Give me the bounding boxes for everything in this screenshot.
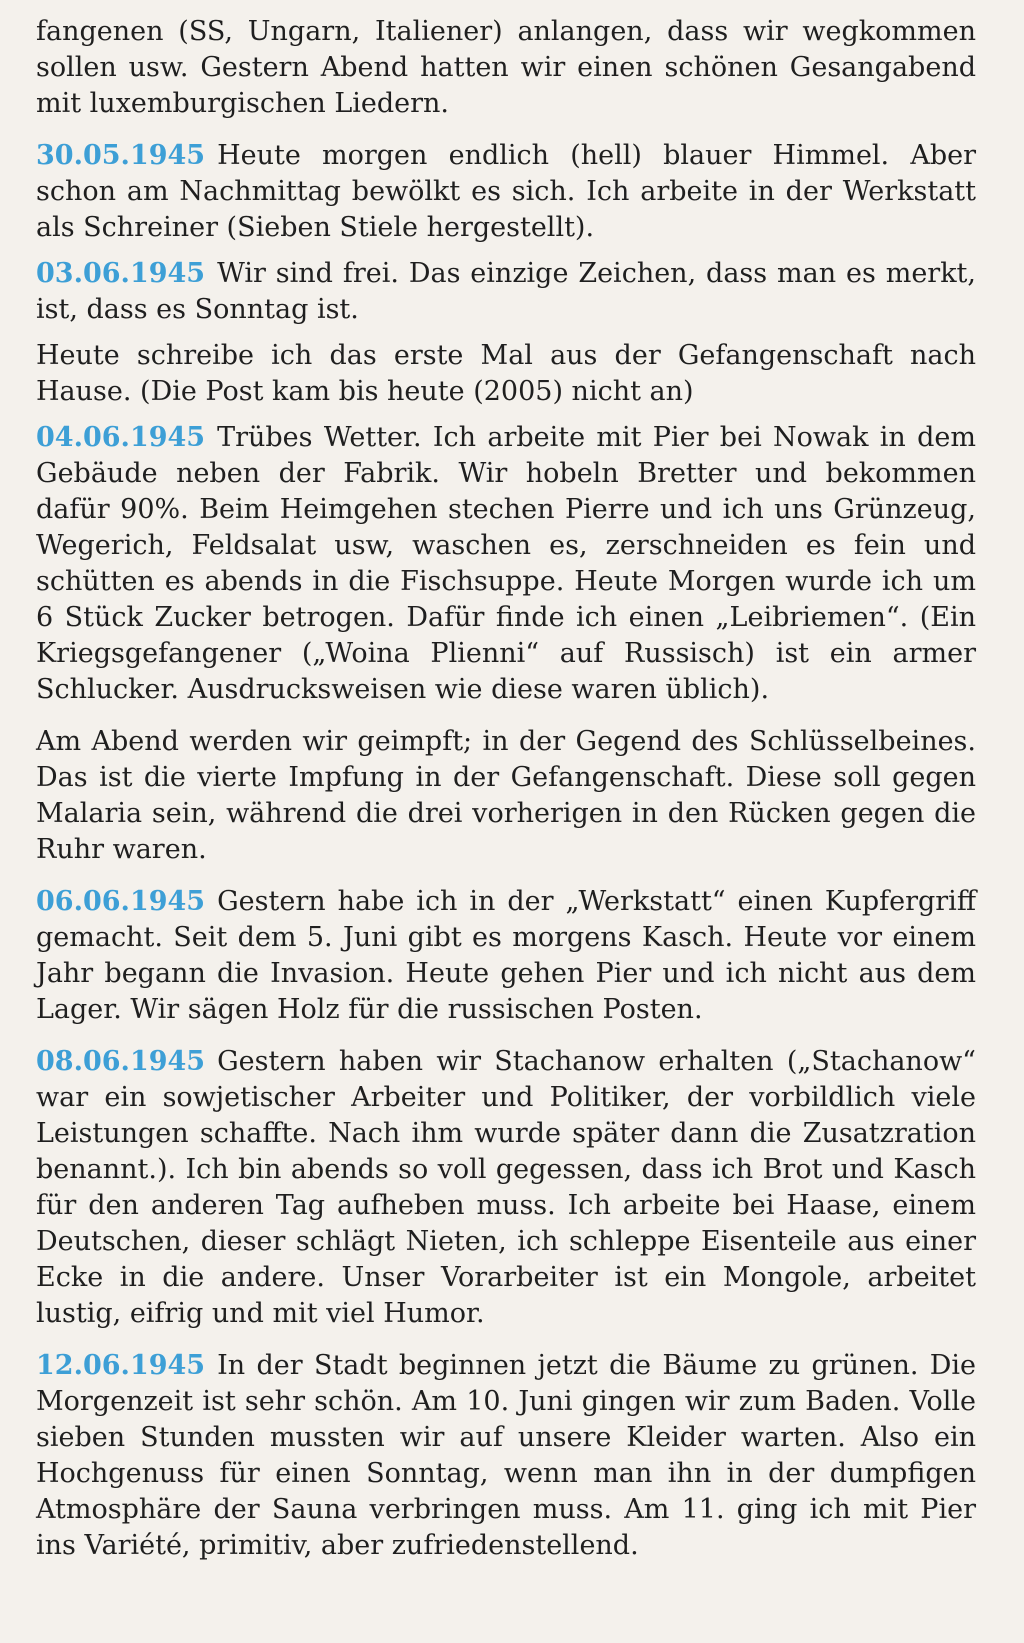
diary-entry-04-06-1945	[36, 420, 976, 708]
entry-text: Am Abend werden wir geimpft; in der Gegend des Schlüsselbeines. Das ist die vierte Impfung in der Gefangenschaft. Diese soll gegen Malaria sein, während die drei vorherigen in den Rücken gegen die Ruhr waren.	[36, 726, 976, 865]
entry-text: Gestern habe ich in der „Werkstatt“ einen Kupfergriff gemacht. Seit dem 5. Juni gibt es morgens Kasch. Heute vor einem Jahr begann die Invasion. Heute gehen Pier und ich nicht aus dem Lager. Wir sägen Holz für die russischen Posten.	[36, 886, 976, 1025]
entry-text: Heute morgen endlich (hell) blauer Himmel. Aber schon am Nachmittag bewölkt es sich. Ich arbeite in der Werkstatt als Schreiner (Sieben Stiele hergestellt).	[36, 140, 976, 243]
entry-text: Trübes Wetter. Ich arbeite mit Pier bei Nowak in dem Gebäude neben der Fabrik. Wir hobeln Bretter und bekommen dafür 90%. Beim Heimgehen stechen Pierre und ich uns Grünzeug, Wegerich, Feldsalat usw, waschen es, zerschneiden es fein und schütten es abends in die Fischsuppe. Heute Morgen wurde ich um 6 Stück Zucker betrogen. Dafür finde ich einen „Leibriemen“. (Ein Kriegsgefangener („Woina Plienni“ auf Russisch) ist ein armer Schlucker. Ausdrucksweisen wie diese waren üblich).	[36, 422, 976, 705]
diary-entry-paragraph	[36, 724, 976, 868]
diary-entry-continuation	[36, 14, 976, 122]
diary-entry-30-05-1945	[36, 138, 976, 246]
entry-text: Gestern haben wir Stachanow erhalten („Stachanow“ war ein sowjetischer Arbeiter und Politiker, der vorbildlich viele Leistungen schaffte. Nach ihm wurde später dann die Zusatzration benannt.). Ich bin abends so voll gegessen, dass ich Brot und Kasch für den anderen Tag aufheben muss. Ich arbeite bei Haase, einem Deutschen, dieser schlägt Nieten, ich schleppe Eisenteile aus einer Ecke in die andere. Unser Vorarbeiter ist ein Mongole, arbeitet lustig, eifrig und mit viel Humor.	[36, 1046, 976, 1329]
diary-entry-08-06-1945	[36, 1044, 976, 1332]
diary-entry-03-06-1945	[36, 256, 976, 328]
entry-date: 08.06.1945	[36, 1046, 206, 1077]
diary-entry-06-06-1945	[36, 884, 976, 1028]
entry-text: Heute schreibe ich das erste Mal aus der Gefangenschaft nach Hause. (Die Post kam bis heute (2005) nicht an)	[36, 340, 976, 407]
entry-date: 03.06.1945	[36, 258, 206, 289]
diary-entry-paragraph	[36, 338, 976, 410]
entry-text: fangenen (SS, Ungarn, Italiener) anlangen, dass wir wegkommen sollen usw. Gestern Abend hatten wir einen schönen Gesangabend mit luxemburgischen Liedern.	[36, 16, 976, 119]
entry-date: 30.05.1945	[36, 140, 206, 171]
entry-date: 12.06.1945	[36, 1350, 206, 1381]
diary-entry-12-06-1945	[36, 1348, 976, 1564]
entry-text: In der Stadt beginnen jetzt die Bäume zu grünen. Die Morgenzeit ist sehr schön. Am 10. Juni gingen wir zum Baden. Volle sieben Stunden mussten wir auf unsere Kleider warten. Also ein Hochgenuss für einen Sonntag, wenn man ihn in der dumpfigen Atmosphäre der Sauna verbringen muss. Am 11. ging ich mit Pier ins Variété, primitiv, aber zufriedenstellend.	[36, 1350, 976, 1561]
entry-text: Wir sind frei. Das einzige Zeichen, dass man es merkt, ist, dass es Sonntag ist.	[36, 258, 976, 325]
entry-date: 06.06.1945	[36, 886, 206, 917]
entry-date: 04.06.1945	[36, 422, 206, 453]
diary-page	[36, 14, 976, 1580]
